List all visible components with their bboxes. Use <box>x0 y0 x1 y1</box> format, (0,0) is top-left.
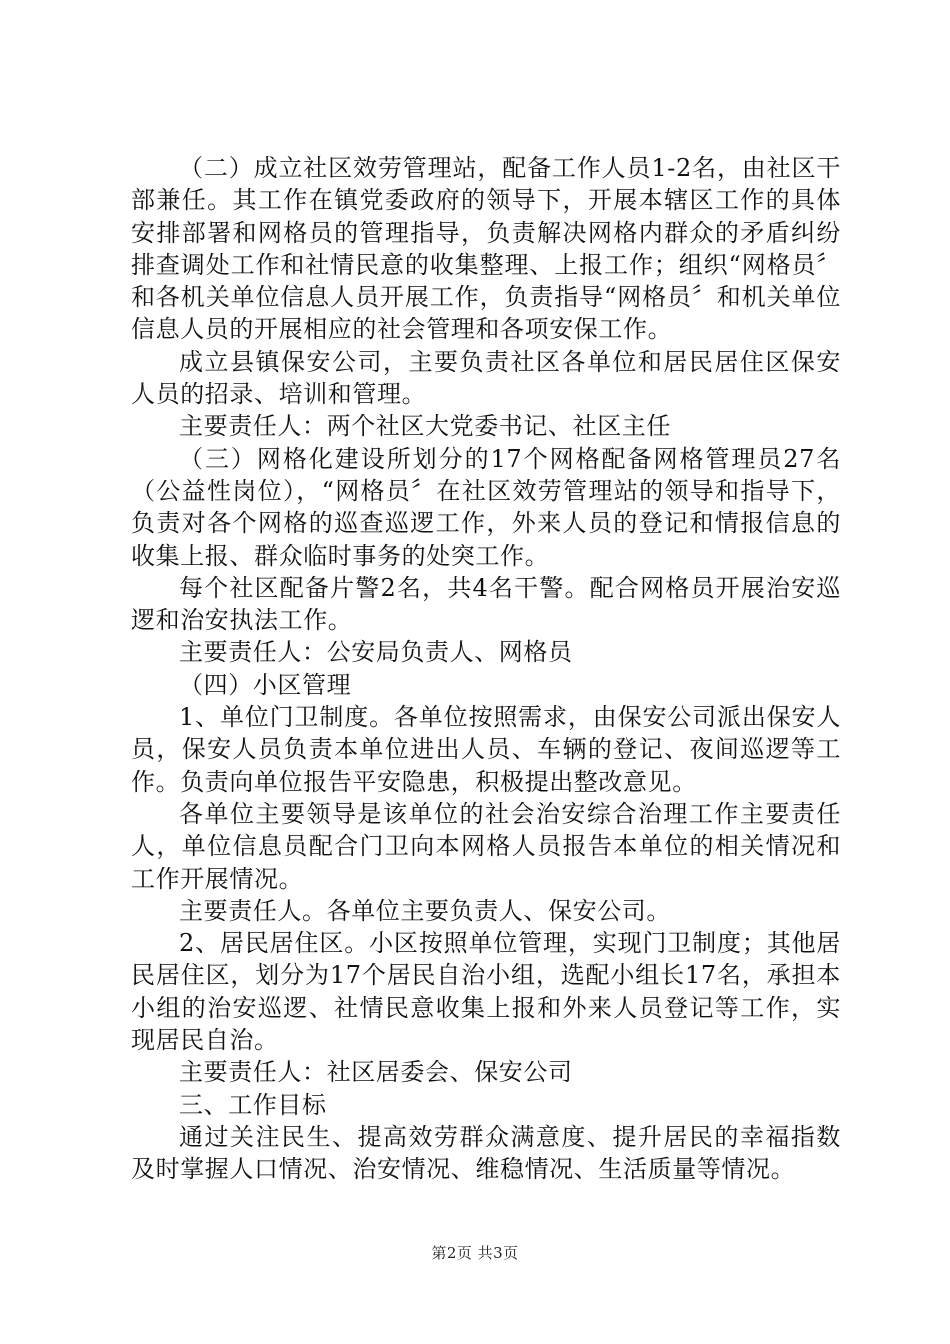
page-number-footer: 第2页 共3页 <box>431 1244 519 1262</box>
paragraph: 主要责任人。各单位主要负责人、保安公司。 <box>179 896 671 925</box>
paragraph: 1、单位门卫制度。各单位按照需求，由保安公司派出保安人员，保安人员负责本单位进出人员、车辆的登记、夜间巡逻等工作。负责向单位报告平安隐患，积极提出整改意见。 <box>131 703 841 796</box>
paragraph: 各单位主要领导是该单位的社会治安综合治理工作主要责任人，单位信息员配合门卫向本网格人员报告本单位的相关情况和工作开展情况。 <box>131 799 841 893</box>
paragraph: 每个社区配备片警2名，共4名干警。配合网格员开展治安巡逻和治安执法工作。 <box>131 573 841 635</box>
paragraph: 主要责任人：两个社区大党委书记、社区主任 <box>179 412 671 441</box>
paragraph: （二）成立社区效劳管理站，配备工作人员1-2名，由社区干部兼任。其工作在镇党委政府的领导下，开展本辖区工作的具体安排部署和网格员的管理指导，负责解决网格内群众的矛盾纠纷排查调处工作和社情民意的收集整理、上报工作；组织“网格员〞和各机关单位信息人员开展工作，负责指导“网格员〞和机关单位信息人员的开展相应的社会管理和各项安保工作。 <box>131 154 841 344</box>
paragraph: （三）网格化建设所划分的17个网格配备网格管理员27名（公益性岗位），“网格员〞在社区效劳管理站的领导和指导下，负责对各个网格的巡查巡逻工作，外来人员的登记和情报信息的收集上报、群众临时事务的处突工作。 <box>131 444 841 570</box>
paragraph: 主要责任人：社区居委会、保安公司 <box>179 1058 573 1087</box>
section-heading: 三、工作目标 <box>179 1090 327 1119</box>
paragraph: 主要责任人：公安局负责人、网格员 <box>179 638 573 667</box>
paragraph: 2、居民居住区。小区按照单位管理，实现门卫制度；其他居民居住区，划分为17个居民自治小组，选配小组长17名，承担本小组的治安巡逻、社情民意收集上报和外来人员登记等工作，实现居民自治。 <box>131 929 841 1055</box>
paragraph: 通过关注民生、提高效劳群众满意度、提升居民的幸福指数及时掌握人口情况、治安情况、维稳情况、生活质量等情况。 <box>131 1122 841 1184</box>
document-body <box>131 152 841 1186</box>
paragraph: 成立县镇保安公司，主要负责社区各单位和居民居住区保安人员的招录、培训和管理。 <box>131 347 841 409</box>
section-heading: （四）小区管理 <box>179 670 352 699</box>
